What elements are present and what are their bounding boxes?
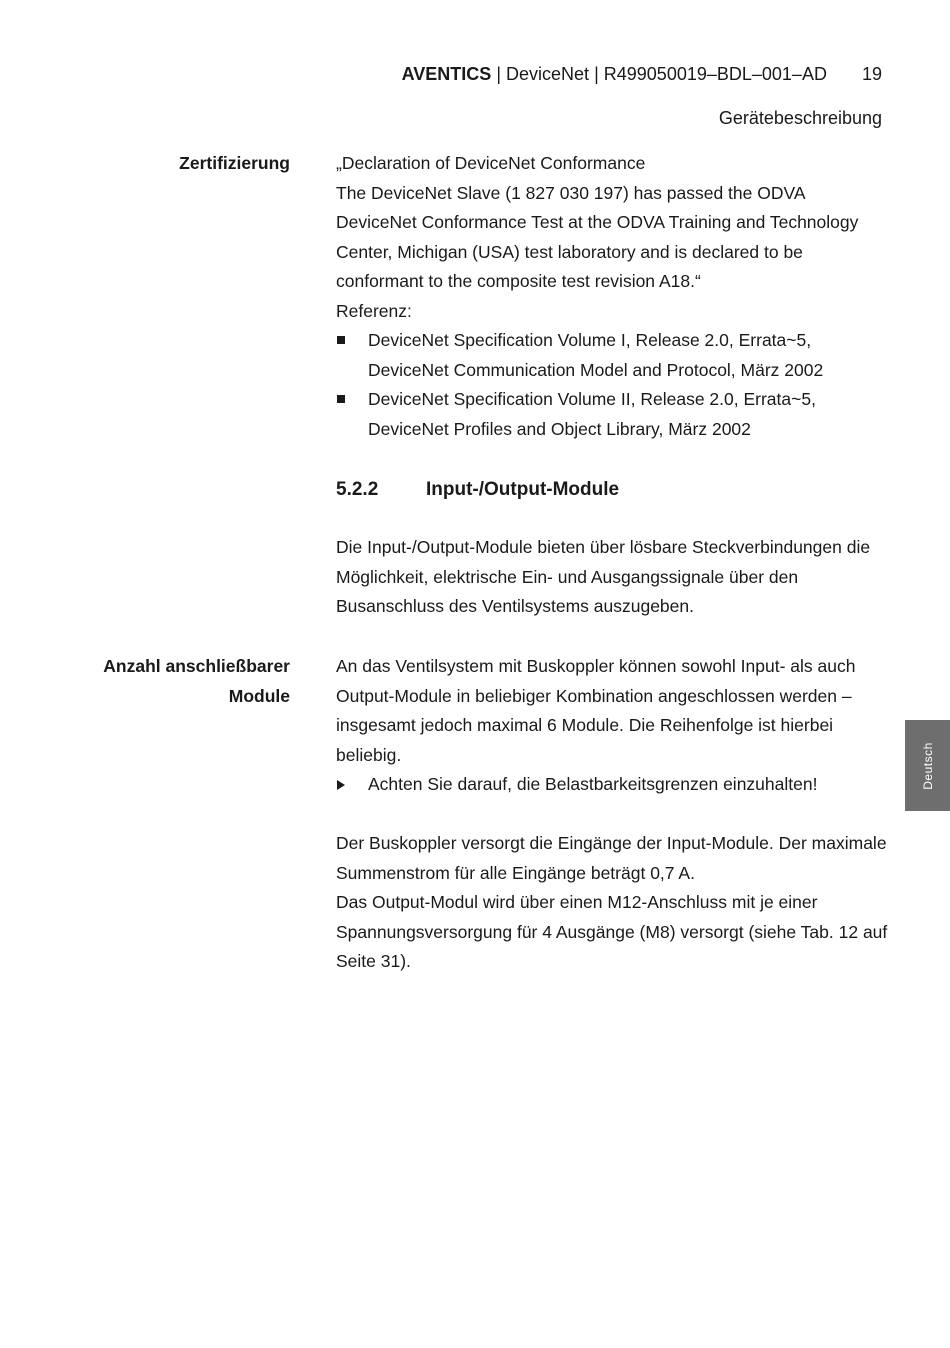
section-number: 5.2.2: [336, 479, 379, 500]
product-name: DeviceNet: [506, 64, 590, 84]
modules-body: [336, 652, 888, 977]
output-supply-paragraph: Das Output-Modul wird über einen M12-Anschluss mit je einer Spannungsversorgung für 4 Ausgänge (M8) versorgt (siehe Tab. 12 auf Seite 31).: [336, 892, 888, 971]
section-heading: [336, 476, 888, 504]
instruction-list: [336, 770, 888, 800]
page-number: 19: [861, 64, 882, 84]
language-tab: [905, 720, 950, 811]
intro-paragraph: Die Input-/Output-Module bieten über lösbare Steckverbindungen die Möglichkeit, elektrische Ein- und Ausgangssignale über den Busanschluss des Ventilsystems auszugeben.: [336, 537, 871, 616]
list-item: [336, 385, 888, 444]
instruction-text: Achten Sie darauf, die Belastbarkeitsgrenzen einzuhalten!: [368, 774, 818, 794]
header-separator: |: [496, 64, 501, 84]
reference-list: [336, 326, 888, 444]
certification-label: Zertifizierung: [179, 153, 290, 173]
reference-text: DeviceNet Specification Volume II, Release 2.0, Errata~5, DeviceNet Profiles and Object Library, März 2002: [368, 389, 816, 439]
header-separator: |: [594, 64, 599, 84]
reference-label: Referenz:: [336, 300, 412, 321]
brand-name: AVENTICS: [401, 64, 492, 84]
document-number: R499050019–BDL–001–AD: [603, 64, 827, 84]
certification-body: [336, 149, 888, 444]
section-intro: [336, 533, 888, 622]
chapter-title: Gerätebeschreibung: [718, 108, 882, 128]
modules-paragraph: An das Ventilsystem mit Buskoppler können sowohl Input- als auch Output-Module in beliebiger Kombination angeschlossen werden – insgesamt jedoch maximal 6 Module. Die Reihenfolge ist hierbei beliebig.: [336, 656, 856, 765]
section-title: Input-/Output-Module: [426, 479, 620, 500]
declaration-title: „Declaration of DeviceNet Conformance: [336, 153, 646, 173]
list-item: [336, 326, 888, 385]
arrow-bullet-icon: [337, 780, 345, 790]
modules-label: [40, 652, 290, 711]
input-supply-paragraph: Der Buskoppler versorgt die Eingänge der Input-Module. Der maximale Summenstrom für alle Eingänge beträgt 0,7 A.: [336, 833, 887, 883]
list-item: [336, 770, 888, 800]
declaration-text: The DeviceNet Slave (1 827 030 197) has passed the ODVA DeviceNet Conformance Test at the ODVA Training and Technology Center, Michigan (USA) test laboratory and is declared to be conformant to the composite test revision A18.“: [336, 182, 859, 291]
square-bullet-icon: [337, 336, 345, 344]
language-tab-label: Deutsch: [920, 741, 935, 790]
modules-label-line: Module: [228, 685, 290, 706]
page-header: [300, 62, 882, 86]
reference-text: DeviceNet Specification Volume I, Release 2.0, Errata~5, DeviceNet Communication Model and Protocol, März 2002: [368, 330, 824, 380]
modules-label-line: Anzahl anschließbarer: [103, 656, 290, 676]
square-bullet-icon: [337, 395, 345, 403]
